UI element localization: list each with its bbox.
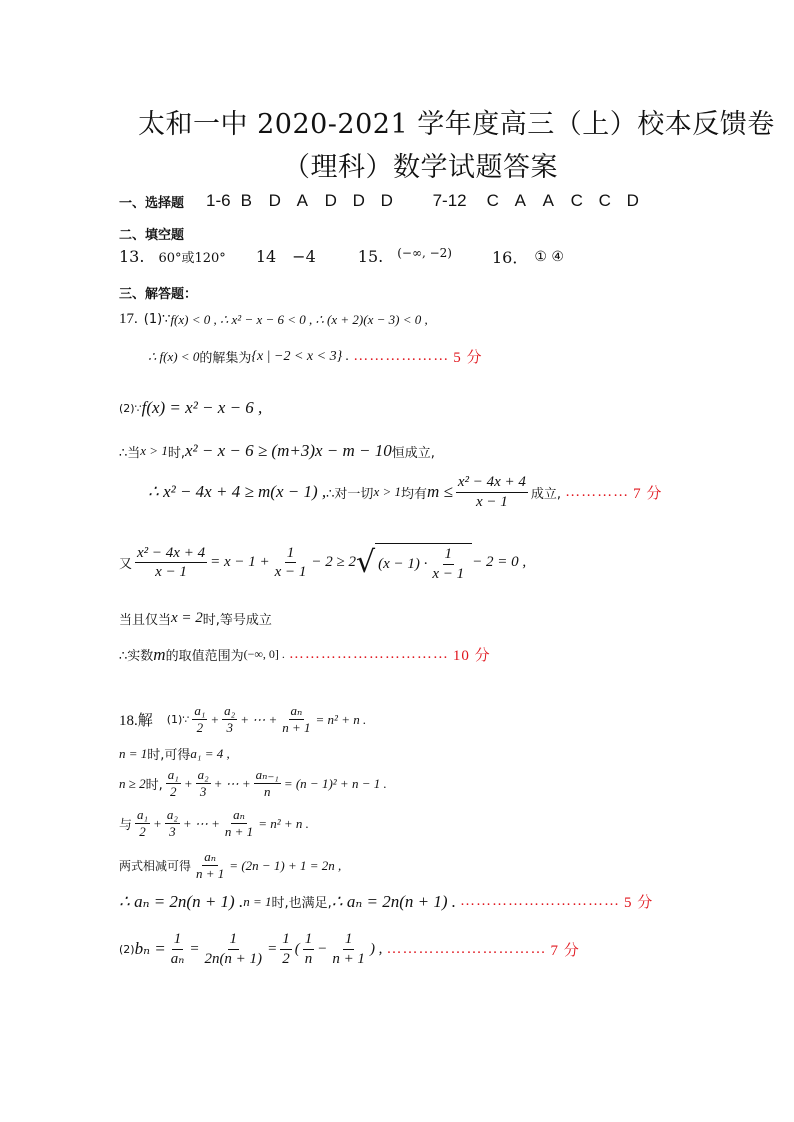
q17-text: 恒成立,	[391, 445, 435, 461]
fraction-denominator: 2n(n + 1)	[204, 950, 263, 967]
q18-fraction	[192, 704, 207, 736]
q18-fraction	[166, 768, 181, 800]
q18-text: 时,	[145, 778, 163, 794]
q18-text: 与	[119, 818, 133, 834]
q18-fraction	[303, 931, 315, 967]
fraction-denominator: n	[264, 784, 271, 800]
q17-part1-label: (1)∵	[143, 312, 171, 327]
q17-expression: − 2 = 0 ,	[472, 554, 527, 570]
fraction-numerator: aₙ	[231, 808, 247, 824]
fraction-denominator: 2	[170, 784, 177, 800]
q18-fraction	[330, 931, 367, 967]
fraction-denominator: n + 1	[282, 720, 311, 736]
q17-text: 时,等号成立	[202, 613, 272, 628]
q18-line-1	[119, 704, 366, 736]
score-dots: …………………………	[288, 646, 449, 662]
q18-expression: ∴ aₙ = 2n(n + 1) .	[331, 891, 457, 911]
q18-expression: =	[267, 940, 278, 957]
fraction-numerator: x² − 4x + 4	[456, 474, 528, 493]
q18-fraction	[196, 768, 211, 800]
q18-expression: −	[317, 940, 328, 957]
q14-number: 14	[255, 247, 277, 266]
fraction-denominator: 2	[139, 824, 146, 840]
q18-number: 18.解	[119, 713, 153, 730]
q17-expression: − 2 ≥ 2	[311, 554, 356, 570]
fraction-denominator: n + 1	[332, 950, 365, 967]
q16-number: 16．	[491, 248, 529, 267]
q17-expression: = x − 1 +	[210, 554, 270, 570]
q13-number: 13.	[119, 247, 145, 266]
choice-answer: D	[352, 191, 365, 210]
q18-expression: + ⋯ +	[213, 775, 251, 791]
score-label: 10 分	[452, 648, 491, 664]
q15-number: 15.	[357, 247, 384, 266]
fraction-numerator: a₁	[192, 704, 207, 720]
fraction-denominator: 2	[282, 950, 290, 967]
fill-row	[119, 245, 564, 268]
choice-answer: A	[542, 191, 554, 210]
fraction-denominator: 3	[169, 824, 176, 840]
q17-line-4	[119, 441, 435, 461]
q17-bound: m ≤	[427, 482, 453, 501]
q17-range: (−∞, 0] .	[243, 647, 285, 661]
q18-fraction	[135, 808, 150, 840]
choice-group2-label: 7-12	[432, 191, 467, 210]
q18-text: 两式相减可得	[119, 859, 192, 874]
choice-answer: C	[598, 191, 611, 210]
q17-text: 又	[119, 557, 133, 572]
q17-inequality: x² − x − 6 ≥ (m+3)x − m − 10	[184, 441, 392, 460]
fraction-denominator: x − 1	[432, 565, 465, 582]
choice-answer: B	[240, 191, 252, 210]
fraction-numerator: aₙ	[289, 704, 305, 720]
q17-text: ∴对一切	[326, 486, 374, 502]
fraction-numerator: 1	[443, 546, 455, 565]
choice-answer: C	[486, 191, 499, 210]
q17-text: 的解集为	[199, 351, 252, 366]
fraction-numerator: a₁	[166, 768, 181, 784]
fraction-numerator: 1	[285, 545, 297, 564]
fraction-numerator: 1	[280, 931, 292, 950]
q17-text: 当且仅当	[119, 613, 172, 628]
q18-expression: + ⋯ +	[240, 711, 278, 727]
q17-expression: (x − 1) ·	[378, 555, 428, 572]
q18-line-5	[119, 850, 341, 882]
score-label: 7 分	[633, 485, 663, 502]
q17-line-1	[119, 311, 428, 328]
q18-line-2	[119, 744, 230, 763]
q18-expression: = n² + n .	[258, 815, 309, 831]
q17-number: 17.	[119, 311, 138, 327]
q17-text: 均有	[400, 486, 427, 502]
choice-group1-label: 1-6	[206, 191, 231, 210]
q18-expression: + ⋯ +	[182, 815, 220, 831]
q18-expression: = (n − 1)² + n − 1 .	[283, 775, 387, 791]
q17-inequality: ∴ x² − 4x + 4 ≥ m(x − 1) ,	[148, 482, 327, 501]
q15-answer: (−∞, −2)	[397, 245, 452, 260]
sqrt-body	[375, 543, 472, 582]
q18-condition: n = 1	[243, 893, 272, 909]
q18-fraction	[222, 704, 237, 736]
fraction-denominator: x − 1	[476, 493, 508, 510]
q18-op: +	[210, 711, 220, 727]
fraction-numerator: a₁	[135, 808, 150, 824]
score-dots: …………………………	[460, 893, 621, 909]
q18-fraction	[280, 931, 292, 967]
q18-expression: bₙ =	[134, 939, 166, 958]
q18-expression: = (2n − 1) + 1 = 2n ,	[229, 857, 342, 873]
q18-expression: = n² + n .	[315, 711, 367, 727]
score-label: 5 分	[453, 350, 483, 366]
score-dots: …………	[565, 483, 630, 500]
q17-ineq: ∴ f(x) < 0	[148, 348, 200, 364]
fraction-numerator: 1	[172, 931, 184, 950]
q17-line-2	[148, 346, 482, 367]
choice-answer: D	[626, 191, 639, 210]
q18-part2-label: (2)	[119, 942, 135, 956]
fraction-denominator: 3	[199, 784, 207, 800]
q18-expression: (	[294, 940, 300, 957]
fraction-numerator: a₂	[165, 808, 180, 824]
fraction-numerator: 1	[228, 931, 240, 950]
q18-fraction	[165, 808, 180, 840]
choice-answer: D	[268, 191, 281, 210]
q17-line-8	[119, 644, 491, 665]
choice-answer: A	[514, 191, 526, 210]
q18-line-3	[119, 768, 387, 800]
q14-answer: −4	[292, 247, 316, 266]
q18-fraction	[280, 704, 312, 736]
choice-answer: D	[324, 191, 337, 210]
q18-text: 时,可得	[147, 748, 191, 763]
fraction-numerator: 1	[343, 931, 355, 950]
q17-text: 的取值范围为	[165, 649, 244, 664]
q18-op: +	[183, 775, 193, 791]
fraction-denominator: x − 1	[274, 564, 307, 580]
q17-condition: x > 1	[140, 443, 168, 458]
q17-condition: x > 1	[373, 484, 401, 499]
q17-part2-label: (2)∵	[119, 401, 142, 415]
q18-fraction	[194, 850, 226, 882]
q18-condition: n ≥ 2	[119, 775, 146, 791]
q17-fraction	[430, 546, 466, 582]
q17-fraction	[273, 545, 309, 581]
fraction-denominator: n	[304, 950, 313, 967]
q17-line-7	[119, 609, 272, 628]
score-dots: ………………	[353, 348, 450, 364]
fraction-denominator: 2	[196, 720, 204, 736]
q18-expression: a₁ = 4 ,	[190, 745, 230, 761]
q18-expression: ) ,	[369, 940, 383, 957]
q18-line-7	[119, 931, 580, 967]
q17-line-5	[148, 474, 662, 510]
choice-answer: A	[296, 191, 308, 210]
fraction-numerator: aₙ	[202, 850, 218, 866]
page-title: 太和一中 2020-2021 学年度高三（上）校本反馈卷	[138, 109, 775, 140]
q18-expression: =	[189, 940, 200, 957]
fraction-denominator: 3	[226, 720, 233, 736]
q17-text: 时,	[167, 445, 185, 461]
fraction-numerator: a₂	[222, 704, 237, 720]
choice-row	[119, 191, 655, 211]
q17-fraction	[456, 474, 528, 510]
choice-answer: C	[570, 191, 583, 210]
q18-fraction	[223, 808, 255, 840]
fraction-numerator: 1	[303, 931, 315, 950]
q18-fraction	[254, 768, 281, 800]
radical-icon: √	[356, 544, 376, 580]
q18-fraction	[202, 931, 264, 967]
score-dots: …………………………	[386, 940, 547, 957]
q18-line-6	[119, 891, 653, 912]
q17-text: 成立,	[530, 486, 562, 502]
fraction-numerator: a₂	[196, 768, 211, 784]
fraction-numerator: x² − 4x + 4	[135, 545, 207, 564]
q18-op: +	[153, 815, 162, 831]
q17-text: ∴实数	[119, 649, 154, 664]
q18-condition: n = 1	[119, 745, 148, 761]
q18-text: 时,也满足,	[271, 896, 332, 911]
q17-function: f(x) = x² − x − 6 ,	[141, 398, 263, 417]
page-subtitle: （理科）数学试题答案	[283, 152, 558, 183]
score-label: 7 分	[550, 942, 580, 959]
q18-fraction	[169, 931, 187, 967]
fraction-denominator: n + 1	[196, 866, 225, 882]
q17-variable: m	[153, 644, 166, 664]
q13-answer: 60°或120°	[158, 251, 226, 266]
choice-heading: 一、选择题	[119, 195, 185, 211]
q17-line-3	[119, 398, 262, 418]
q17-line-6	[119, 543, 526, 582]
score-label: 5 分	[624, 895, 654, 911]
q18-line-4	[119, 808, 309, 840]
q17-text: ∴当	[119, 445, 141, 461]
fraction-numerator: aₙ₋₁	[254, 768, 281, 784]
q17-condition: f(x) < 0 , ∴ x² − x − 6 < 0 , ∴ (x + 2)(x − 3) < 0 ,	[170, 311, 428, 327]
q17-condition: x = 2	[171, 610, 203, 626]
q18-part1-label: (1)∵	[166, 713, 190, 727]
q18-expression: ∴ aₙ = 2n(n + 1) .	[119, 891, 244, 911]
solve-heading: 三、解答题：	[119, 287, 198, 302]
choice-answer: D	[380, 191, 393, 210]
sqrt-symbol	[356, 543, 472, 582]
q17-fraction	[135, 545, 207, 581]
q16-answer: ① ④	[534, 248, 564, 265]
q17-solution-set: {x | −2 < x < 3} .	[251, 348, 350, 364]
fill-heading: 二、填空题	[119, 228, 185, 243]
fraction-denominator: aₙ	[170, 950, 185, 967]
fraction-denominator: n + 1	[224, 824, 254, 840]
fraction-denominator: x − 1	[155, 564, 187, 580]
